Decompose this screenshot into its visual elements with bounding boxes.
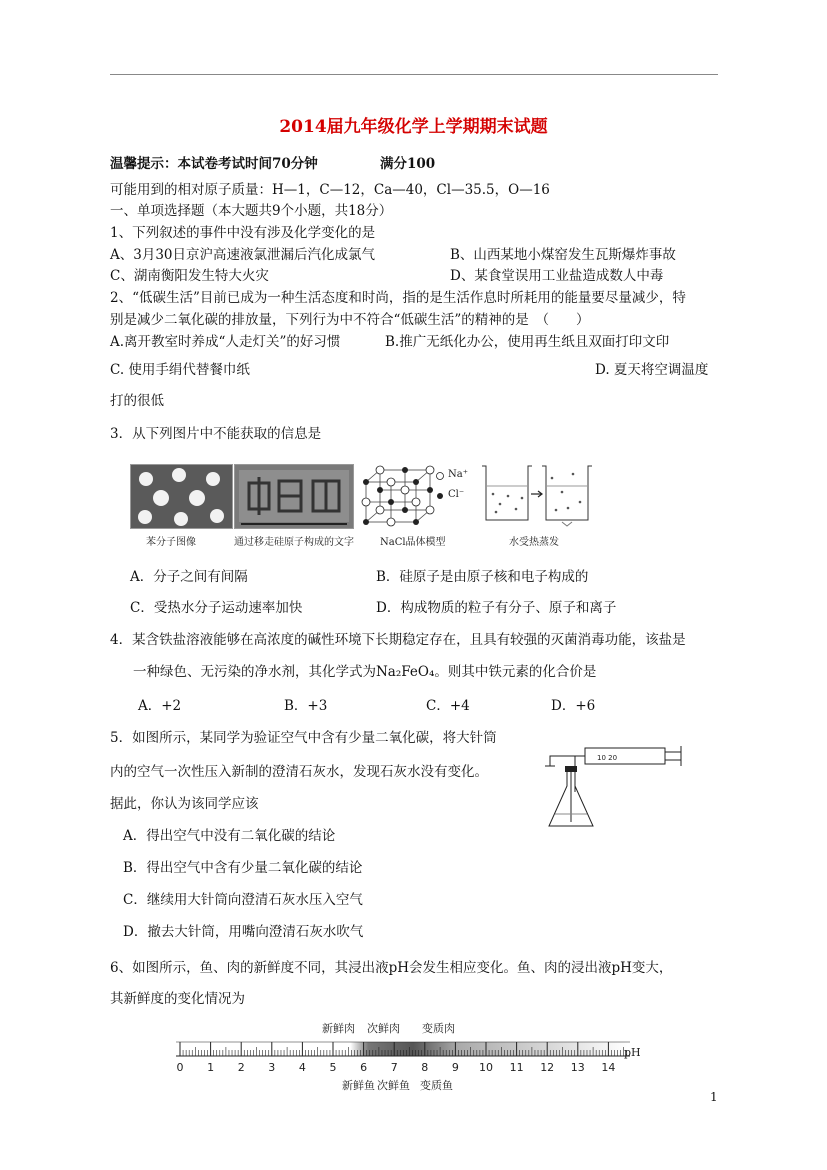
q4-option-b: B．+3: [284, 698, 328, 714]
q2-option-b: B.推广无纸化办公，使用再生纸且双面打印文印: [385, 334, 670, 350]
q3-option-b: B．硅原子是由原子核和电子构成的: [376, 569, 589, 585]
ph-tick-label: 10: [479, 1061, 493, 1074]
meat-label-fresh: 新鲜肉: [322, 1022, 355, 1035]
q1-option-a: A、3月30日京沪高速液氯泄漏后汽化成氯气: [110, 247, 376, 263]
caption-evaporation: 水受热蒸发: [509, 537, 559, 548]
q2-option-c: C. 使用手绢代替餐巾纸: [110, 362, 250, 378]
q1-option-b: B、山西某地小煤窑发生瓦斯爆炸事故: [450, 247, 676, 263]
fish-label-spoiled: 变质鱼: [420, 1079, 453, 1092]
ph-tick-label: 2: [237, 1061, 245, 1074]
q5-line3: 据此，你认为该同学应该: [110, 796, 259, 812]
ph-tick-label: 6: [360, 1061, 368, 1074]
section-heading: 一、单项选择题（本大题共9个小题，共18分）: [110, 203, 393, 219]
ph-tick-label: 5: [329, 1061, 337, 1074]
syringe-flask-apparatus: [535, 740, 685, 832]
q2-option-a: A.离开教室时养成“人走灯关”的好习惯: [110, 334, 341, 350]
ph-tick-label: 8: [421, 1061, 429, 1074]
ph-label: pH: [624, 1046, 641, 1059]
ph-tick-label: 14: [601, 1061, 616, 1074]
syringe-marks: 10 20: [597, 754, 618, 762]
exam-title: 2014届九年级化学上学期期末试题: [279, 117, 548, 137]
ph-scale: [170, 1038, 630, 1078]
caption-nacl: NaCl晶体模型: [380, 537, 446, 548]
atomic-masses: 可能用到的相对原子质量：H—1，C—12，Ca—40，Cl—35.5，O—16: [110, 182, 550, 198]
water-evaporation-image: [478, 464, 602, 527]
q1-option-d: D、某食堂误用工业盐造成数人中毒: [450, 268, 664, 284]
header-rule: [110, 74, 718, 75]
q4-line1: 4．某含铁盐溶液能够在高浓度的碱性环境下长期稳定存在，且具有较强的灭菌消毒功能，该盐是: [110, 632, 686, 648]
q5-option-d: D．撤去大针筒，用嘴向澄清石灰水吹气: [123, 924, 364, 940]
ph-tick-label: 7: [390, 1061, 398, 1074]
q3-option-d: D．构成物质的粒子有分子、原子和离子: [376, 600, 617, 616]
q6-line2: 其新鲜度的变化情况为: [110, 991, 245, 1007]
q5-line2: 内的空气一次性压入新制的澄清石灰水，发现石灰水没有变化。: [110, 764, 488, 780]
q1-stem: 1、下列叙述的事件中没有涉及化学变化的是: [110, 225, 376, 241]
silicon-text-image: [234, 464, 354, 529]
ph-tick-label: 11: [509, 1061, 524, 1074]
meat-label-spoiled: 变质肉: [422, 1022, 455, 1035]
ph-tick-label: 12: [540, 1061, 555, 1074]
tip-label: 温馨提示：本试卷考试时间70分钟: [110, 156, 318, 172]
q2-option-d: D. 夏天将空调温度: [595, 362, 709, 378]
fish-label-fresh: 新鲜鱼: [342, 1079, 375, 1092]
q5-option-c: C．继续用大针筒向澄清石灰水压入空气: [123, 892, 363, 908]
q3-option-a: A．分子之间有间隔: [130, 569, 248, 585]
q2-option-d-cont: 打的很低: [110, 393, 164, 409]
q4-option-d: D．+6: [551, 698, 596, 714]
fish-label-semi: 次鲜鱼: [377, 1079, 410, 1092]
q2-line2: 别是减少二氧化碳的排放量，下列行为中不符合“低碳生活”的精神的是 （ ）: [110, 312, 590, 328]
q3-option-c: C．受热水分子运动速率加快: [130, 600, 303, 616]
q5-option-b: B．得出空气中含有少量二氧化碳的结论: [123, 860, 363, 876]
tip-score: 满分100: [380, 156, 436, 172]
meat-label-semi: 次鲜肉: [367, 1022, 400, 1035]
caption-benzene: 苯分子图像: [146, 537, 196, 548]
ph-tick-label: 9: [451, 1061, 459, 1074]
q5-line1: 5．如图所示，某同学为验证空气中含有少量二氧化碳，将大针筒: [110, 730, 497, 746]
q4-line2: 一种绿色、无污染的净水剂，其化学式为Na₂FeO₄。则其中铁元素的化合价是: [133, 664, 597, 680]
na-ion-label: Na⁺: [448, 469, 468, 480]
q4-option-c: C．+4: [426, 698, 470, 714]
q5-option-a: A．得出空气中没有二氧化碳的结论: [123, 828, 336, 844]
q1-option-c: C、湖南衡阳发生特大火灾: [110, 268, 269, 284]
ph-tick-label: 13: [570, 1061, 585, 1074]
page-number: 1: [710, 1090, 718, 1104]
q4-option-a: A．+2: [138, 698, 182, 714]
ph-tick-label: 4: [298, 1061, 306, 1074]
ph-tick-label: 0: [176, 1061, 184, 1074]
ph-tick-label: 3: [268, 1061, 276, 1074]
q3-stem: 3．从下列图片中不能获取的信息是: [110, 426, 322, 442]
ph-tick-label: 1: [207, 1061, 215, 1074]
q6-line1: 6、如图所示，鱼、肉的新鲜度不同，其浸出液pH会发生相应变化。鱼、肉的浸出液pH变大，: [110, 960, 673, 976]
q2-line1: 2、“低碳生活”目前已成为一种生活态度和时尚，指的是生活作息时所耗用的能量要尽量减少，特: [110, 290, 686, 306]
caption-silicon: 通过移走硅原子构成的文字: [234, 537, 354, 548]
cl-ion-label: Cl⁻: [448, 489, 465, 500]
nacl-crystal-model: [358, 464, 474, 527]
benzene-image: [130, 464, 233, 529]
